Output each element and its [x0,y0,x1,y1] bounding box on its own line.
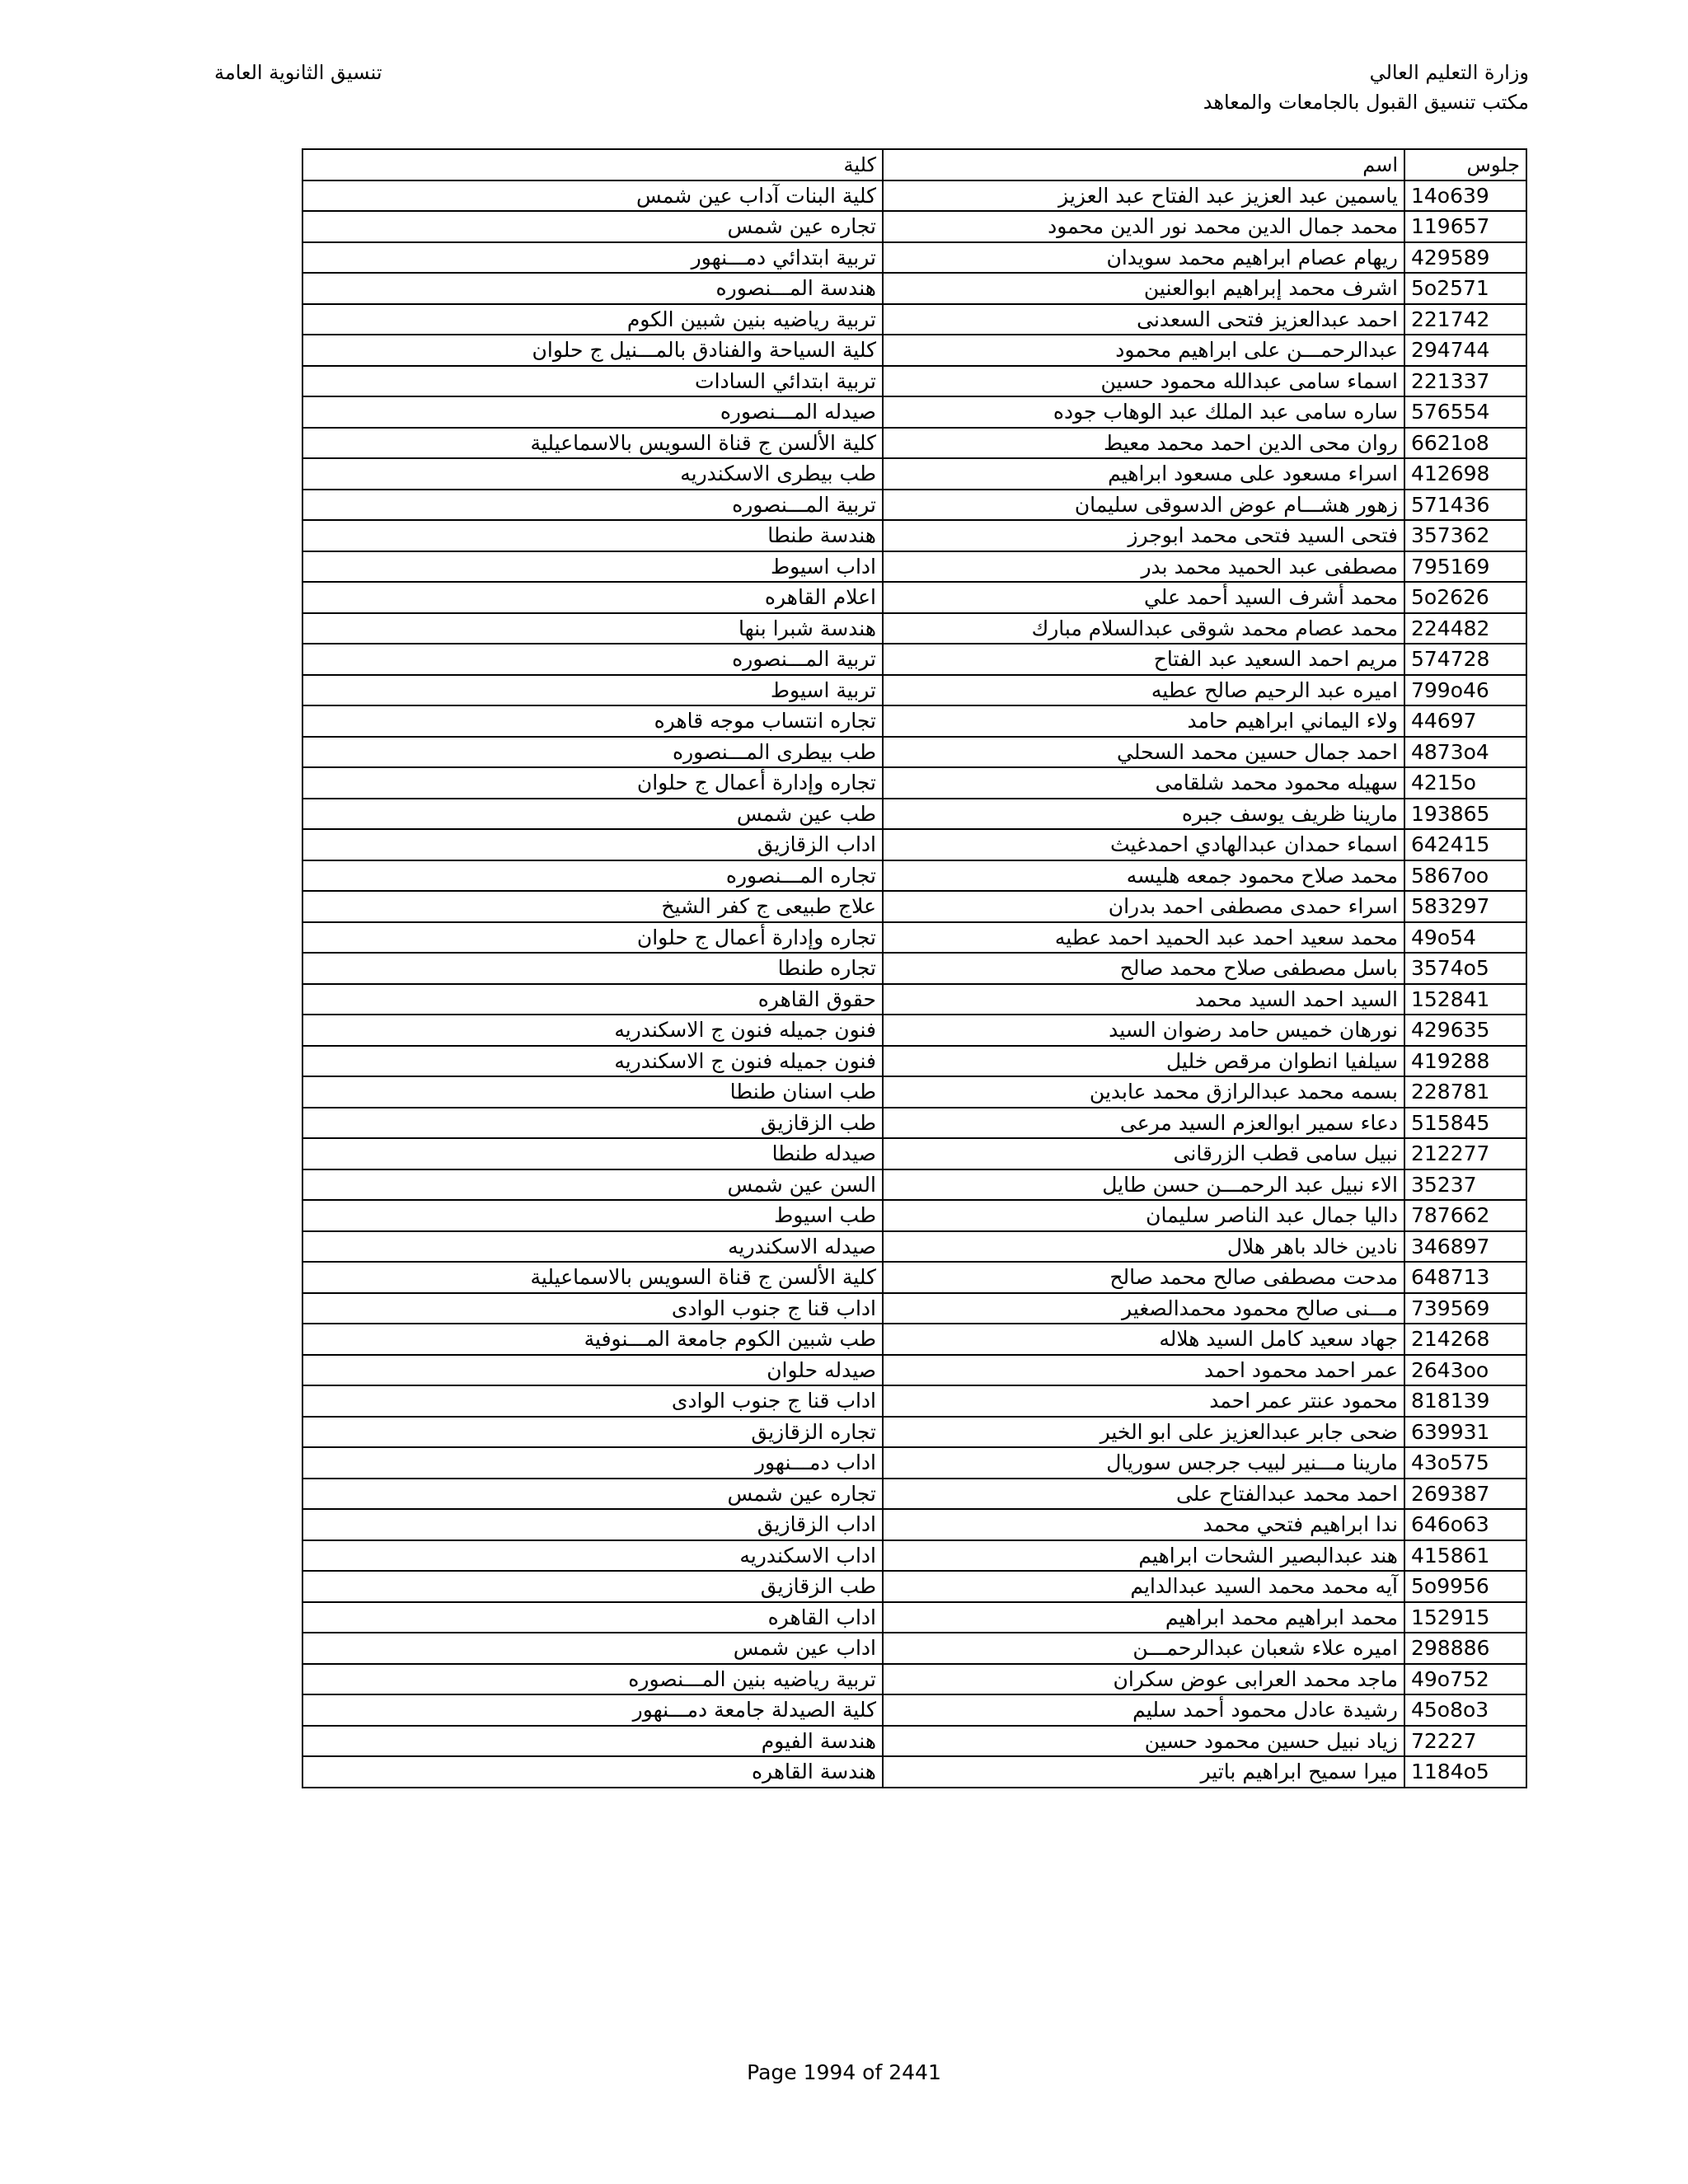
student-name-cell: اسراء مسعود على مسعود ابراهيم [883,458,1404,490]
table-row [302,520,1526,551]
seat-number-cell: 818139 [1404,1385,1526,1417]
table-row [302,458,1526,490]
college-cell: صيدله حلوان [302,1355,883,1386]
table-row [302,705,1526,737]
student-name-cell: مصطفى عبد الحميد محمد بدر [883,551,1404,583]
college-cell: طب بيطرى المـــنصوره [302,737,883,768]
table-header-row [302,149,1526,180]
college-cell: اداب اسيوط [302,551,883,583]
student-name-cell: عبدالرحمـــن على ابراهيم محمود [883,335,1404,366]
student-name-cell: ساره سامى عبد الملك عبد الوهاب جوده [883,396,1404,428]
table-row [302,1694,1526,1726]
college-cell: اداب قنا ج جنوب الوادى [302,1293,883,1324]
college-cell: تجاره طنطا [302,953,883,984]
seat-number-cell: 415861 [1404,1540,1526,1572]
table-row [302,1169,1526,1201]
table-row [302,953,1526,984]
table-row [302,180,1526,212]
column-header-seat: جلوس [1404,149,1526,180]
seat-number-cell: 642415 [1404,829,1526,860]
exam-title: تنسيق الثانوية العامة [214,61,382,84]
seat-number-cell: 574728 [1404,644,1526,675]
seat-number-cell: 49o752 [1404,1664,1526,1695]
college-cell: تربية اسيوط [302,675,883,706]
table-row [302,1571,1526,1602]
college-cell: اداب الاسكندريه [302,1540,883,1572]
student-name-cell: الاء نبيل عبد الرحمـــن حسن طايل [883,1169,1404,1201]
table-row [302,1417,1526,1448]
college-cell: اداب الزقازيق [302,1509,883,1540]
seat-number-cell: 119657 [1404,211,1526,242]
student-name-cell: احمد محمد عبدالفتاح على [883,1479,1404,1510]
seat-number-cell: 44697 [1404,705,1526,737]
college-cell: صيدله الاسكندريه [302,1231,883,1263]
student-name-cell: جهاد سعيد كامل السيد هلاله [883,1324,1404,1355]
college-cell: تجاره المـــنصوره [302,860,883,892]
table-row [302,1046,1526,1077]
seat-number-cell: 5867oo [1404,860,1526,892]
college-cell: السن عين شمس [302,1169,883,1201]
table-row [302,1138,1526,1169]
seat-number-cell: 429589 [1404,242,1526,274]
seat-number-cell: 357362 [1404,520,1526,551]
student-name-cell: بسمه محمد عبدالرازق محمد عابدين [883,1076,1404,1108]
student-name-cell: عمر احمد محمود احمد [883,1355,1404,1386]
table-row [302,1231,1526,1263]
college-cell: صيدله المـــنصوره [302,396,883,428]
table-row [302,1540,1526,1572]
student-name-cell: هند عبدالبصير الشحات ابراهيم [883,1540,1404,1572]
student-name-cell: محمود عنتر عمر احمد [883,1385,1404,1417]
student-name-cell: روان محى الدين احمد محمد معيط [883,428,1404,459]
table-row [302,1385,1526,1417]
seat-number-cell: 49o54 [1404,922,1526,954]
college-cell: اداب قنا ج جنوب الوادى [302,1385,883,1417]
seat-number-cell: 346897 [1404,1231,1526,1263]
table-row [302,1509,1526,1540]
table-row [302,767,1526,799]
table-row [302,860,1526,892]
student-name-cell: زياد نبيل حسين محمود حسين [883,1726,1404,1757]
table-row [302,1664,1526,1695]
table-row [302,211,1526,242]
student-name-cell: ريهام عصام ابراهيم محمد سويدان [883,242,1404,274]
college-cell: كلية الألسن ج قناة السويس بالاسماعيلية [302,1262,883,1293]
table-row [302,1756,1526,1788]
college-cell: تجاره وإدارة أعمال ج حلوان [302,767,883,799]
college-cell: طب الزقازيق [302,1108,883,1139]
seat-number-cell: 72227 [1404,1726,1526,1757]
student-name-cell: مدحت مصطفى صالح محمد صالح [883,1262,1404,1293]
college-cell: اداب دمـــنهور [302,1447,883,1479]
table-row [302,1108,1526,1139]
seat-number-cell: 43o575 [1404,1447,1526,1479]
college-cell: طب اسنان طنطا [302,1076,883,1108]
college-cell: اداب عين شمس [302,1633,883,1664]
student-name-cell: نورهان خميس حامد رضوان السيد [883,1015,1404,1046]
table-row [302,1076,1526,1108]
seat-number-cell: 298886 [1404,1633,1526,1664]
seat-number-cell: 583297 [1404,891,1526,922]
table-row [302,675,1526,706]
student-name-cell: نبيل سامى قطب الزرقانى [883,1138,1404,1169]
college-cell: طب الزقازيق [302,1571,883,1602]
table-row [302,1355,1526,1386]
page-number: Page 1994 of 2441 [747,2060,941,2084]
college-cell: تربية رياضيه بنين المـــنصوره [302,1664,883,1695]
seat-number-cell: 412698 [1404,458,1526,490]
table-row [302,891,1526,922]
student-name-cell: مريم احمد السعيد عبد الفتاح [883,644,1404,675]
college-cell: تربية المـــنصوره [302,644,883,675]
table-row [302,490,1526,521]
college-cell: تربية رياضيه بنين شبين الكوم [302,304,883,335]
table-row [302,922,1526,954]
college-cell: تربية ابتدائي السادات [302,366,883,397]
table-row [302,1200,1526,1231]
college-cell: هندسة المـــنصوره [302,273,883,304]
student-name-cell: سيلفيا انطوان مرقص خليل [883,1046,1404,1077]
seat-number-cell: 787662 [1404,1200,1526,1231]
table-row [302,335,1526,366]
student-name-cell: فتحى السيد فتحى محمد ابوجرز [883,520,1404,551]
college-cell: تجاره عين شمس [302,1479,883,1510]
college-cell: تجاره عين شمس [302,211,883,242]
student-name-cell: محمد أشرف السيد أحمد علي [883,582,1404,613]
seat-number-cell: 1184o5 [1404,1756,1526,1788]
seat-number-cell: 576554 [1404,396,1526,428]
seat-number-cell: 4873o4 [1404,737,1526,768]
college-cell: اداب الزقازيق [302,829,883,860]
student-name-cell: ندا ابراهيم فتحي محمد [883,1509,1404,1540]
seat-number-cell: 515845 [1404,1108,1526,1139]
student-name-cell: دعاء سمير ابوالعزم السيد مرعى [883,1108,1404,1139]
college-cell: تربية ابتدائي دمـــنهور [302,242,883,274]
table-row [302,304,1526,335]
seat-number-cell: 739569 [1404,1293,1526,1324]
college-cell: فنون جميله فنون ج الاسكندريه [302,1046,883,1077]
student-name-cell: اسماء سامى عبدالله محمود حسين [883,366,1404,397]
table-row [302,1479,1526,1510]
table-row [302,644,1526,675]
college-cell: صيدله طنطا [302,1138,883,1169]
seat-number-cell: 5o2626 [1404,582,1526,613]
student-name-cell: محمد عصام محمد شوقى عبدالسلام مبارك [883,613,1404,644]
seat-number-cell: 6621o8 [1404,428,1526,459]
student-name-cell: سهيله محمود محمد شلقامى [883,767,1404,799]
seat-number-cell: 2643oo [1404,1355,1526,1386]
seat-number-cell: 35237 [1404,1169,1526,1201]
table-row [302,1324,1526,1355]
college-cell: تجاره الزقازيق [302,1417,883,1448]
seat-number-cell: 639931 [1404,1417,1526,1448]
student-name-cell: ماجد محمد العرابى عوض سكران [883,1664,1404,1695]
student-name-cell: اشرف محمد إبراهيم ابوالعنين [883,273,1404,304]
college-cell: هندسة شبرا بنها [302,613,883,644]
seat-number-cell: 5o9956 [1404,1571,1526,1602]
college-cell: علاج طبيعى ج كفر الشيخ [302,891,883,922]
table-row [302,799,1526,830]
table-row [302,366,1526,397]
table-row [302,242,1526,274]
student-name-cell: مـــنى صالح محمود محمدالصغير [883,1293,1404,1324]
student-name-cell: اميره عبد الرحيم صالح عطيه [883,675,1404,706]
college-cell: تجاره وإدارة أعمال ج حلوان [302,922,883,954]
results-table [302,148,1527,1788]
seat-number-cell: 795169 [1404,551,1526,583]
student-name-cell: مارينا مـــنير لبيب جرجس سوريال [883,1447,1404,1479]
college-cell: هندسة الفيوم [302,1726,883,1757]
college-cell: حقوق القاهره [302,984,883,1015]
ministry-title: وزارة التعليم العالي [1369,61,1529,84]
seat-number-cell: 212277 [1404,1138,1526,1169]
student-name-cell: محمد ابراهيم محمد ابراهيم [883,1602,1404,1633]
college-cell: تجاره انتساب موجه قاهره [302,705,883,737]
student-name-cell: آيه محمد محمد السيد عبدالدايم [883,1571,1404,1602]
table-row [302,984,1526,1015]
table-body [302,180,1526,1788]
table-row [302,273,1526,304]
table-row [302,428,1526,459]
college-cell: فنون جميله فنون ج الاسكندريه [302,1015,883,1046]
table-row [302,829,1526,860]
seat-number-cell: 152915 [1404,1602,1526,1633]
seat-number-cell: 5o2571 [1404,273,1526,304]
column-header-college: كلية [302,149,883,180]
seat-number-cell: 799o46 [1404,675,1526,706]
student-name-cell: محمد سعيد احمد عبد الحميد احمد عطيه [883,922,1404,954]
student-name-cell: السيد احمد السيد محمد [883,984,1404,1015]
college-cell: طب بيطرى الاسكندريه [302,458,883,490]
student-name-cell: داليا جمال عبد الناصر سليمان [883,1200,1404,1231]
seat-number-cell: 294744 [1404,335,1526,366]
college-cell: هندسة طنطا [302,520,883,551]
column-header-name: اسم [883,149,1404,180]
student-name-cell: رشيدة عادل محمود أحمد سليم [883,1694,1404,1726]
college-cell: طب اسيوط [302,1200,883,1231]
college-cell: طب عين شمس [302,799,883,830]
student-name-cell: احمد جمال حسين محمد السحلي [883,737,1404,768]
seat-number-cell: 269387 [1404,1479,1526,1510]
seat-number-cell: 214268 [1404,1324,1526,1355]
student-name-cell: محمد صلاح محمود جمعه هليسه [883,860,1404,892]
office-title: مكتب تنسيق القبول بالجامعات والمعاهد [1203,91,1529,114]
table-row [302,1633,1526,1664]
seat-number-cell: 571436 [1404,490,1526,521]
student-name-cell: نادين خالد باهر هلال [883,1231,1404,1263]
seat-number-cell: 221337 [1404,366,1526,397]
table-row [302,1262,1526,1293]
seat-number-cell: 4215o [1404,767,1526,799]
student-name-cell: زهور هشـــام عوض الدسوقى سليمان [883,490,1404,521]
college-cell: هندسة القاهره [302,1756,883,1788]
student-name-cell: ضحى جابر عبدالعزيز على ابو الخير [883,1417,1404,1448]
table-row [302,1602,1526,1633]
college-cell: كلية السياحة والفنادق بالمـــنيل ج حلوان [302,335,883,366]
seat-number-cell: 646o63 [1404,1509,1526,1540]
student-name-cell: اميره علاء شعبان عبدالرحمـــن [883,1633,1404,1664]
student-name-cell: محمد جمال الدين محمد نور الدين محمود [883,211,1404,242]
college-cell: اعلام القاهره [302,582,883,613]
table-row [302,1015,1526,1046]
seat-number-cell: 224482 [1404,613,1526,644]
student-name-cell: ولاء اليماني ابراهيم حامد [883,705,1404,737]
table-row [302,396,1526,428]
student-name-cell: احمد عبدالعزيز فتحى السعدنى [883,304,1404,335]
college-cell: كلية الصيدلة جامعة دمـــنهور [302,1694,883,1726]
table-row [302,1726,1526,1757]
seat-number-cell: 648713 [1404,1262,1526,1293]
seat-number-cell: 45o8o3 [1404,1694,1526,1726]
student-name-cell: ياسمين عبد العزيز عبد الفتاح عبد العزيز [883,180,1404,212]
seat-number-cell: 3574o5 [1404,953,1526,984]
college-cell: اداب القاهره [302,1602,883,1633]
seat-number-cell: 152841 [1404,984,1526,1015]
seat-number-cell: 419288 [1404,1046,1526,1077]
seat-number-cell: 221742 [1404,304,1526,335]
seat-number-cell: 228781 [1404,1076,1526,1108]
student-name-cell: اسراء حمدى مصطفى احمد بدران [883,891,1404,922]
seat-number-cell: 429635 [1404,1015,1526,1046]
table-row [302,1447,1526,1479]
college-cell: كلية البنات آداب عين شمس [302,180,883,212]
table-row [302,551,1526,583]
table-row [302,1293,1526,1324]
seat-number-cell: 14o639 [1404,180,1526,212]
header-ministry-block [1203,58,1529,117]
college-cell: كلية الألسن ج قناة السويس بالاسماعيلية [302,428,883,459]
student-name-cell: مارينا ظريف يوسف جبره [883,799,1404,830]
college-cell: تربية المـــنصوره [302,490,883,521]
seat-number-cell: 193865 [1404,799,1526,830]
student-name-cell: اسماء حمدان عبدالهادي احمدغيث [883,829,1404,860]
table-row [302,613,1526,644]
table-row [302,582,1526,613]
college-cell: طب شبين الكوم جامعة المـــنوفية [302,1324,883,1355]
student-name-cell: ميرا سميح ابراهيم باتير [883,1756,1404,1788]
table-row [302,737,1526,768]
student-name-cell: باسل مصطفى صلاح محمد صالح [883,953,1404,984]
